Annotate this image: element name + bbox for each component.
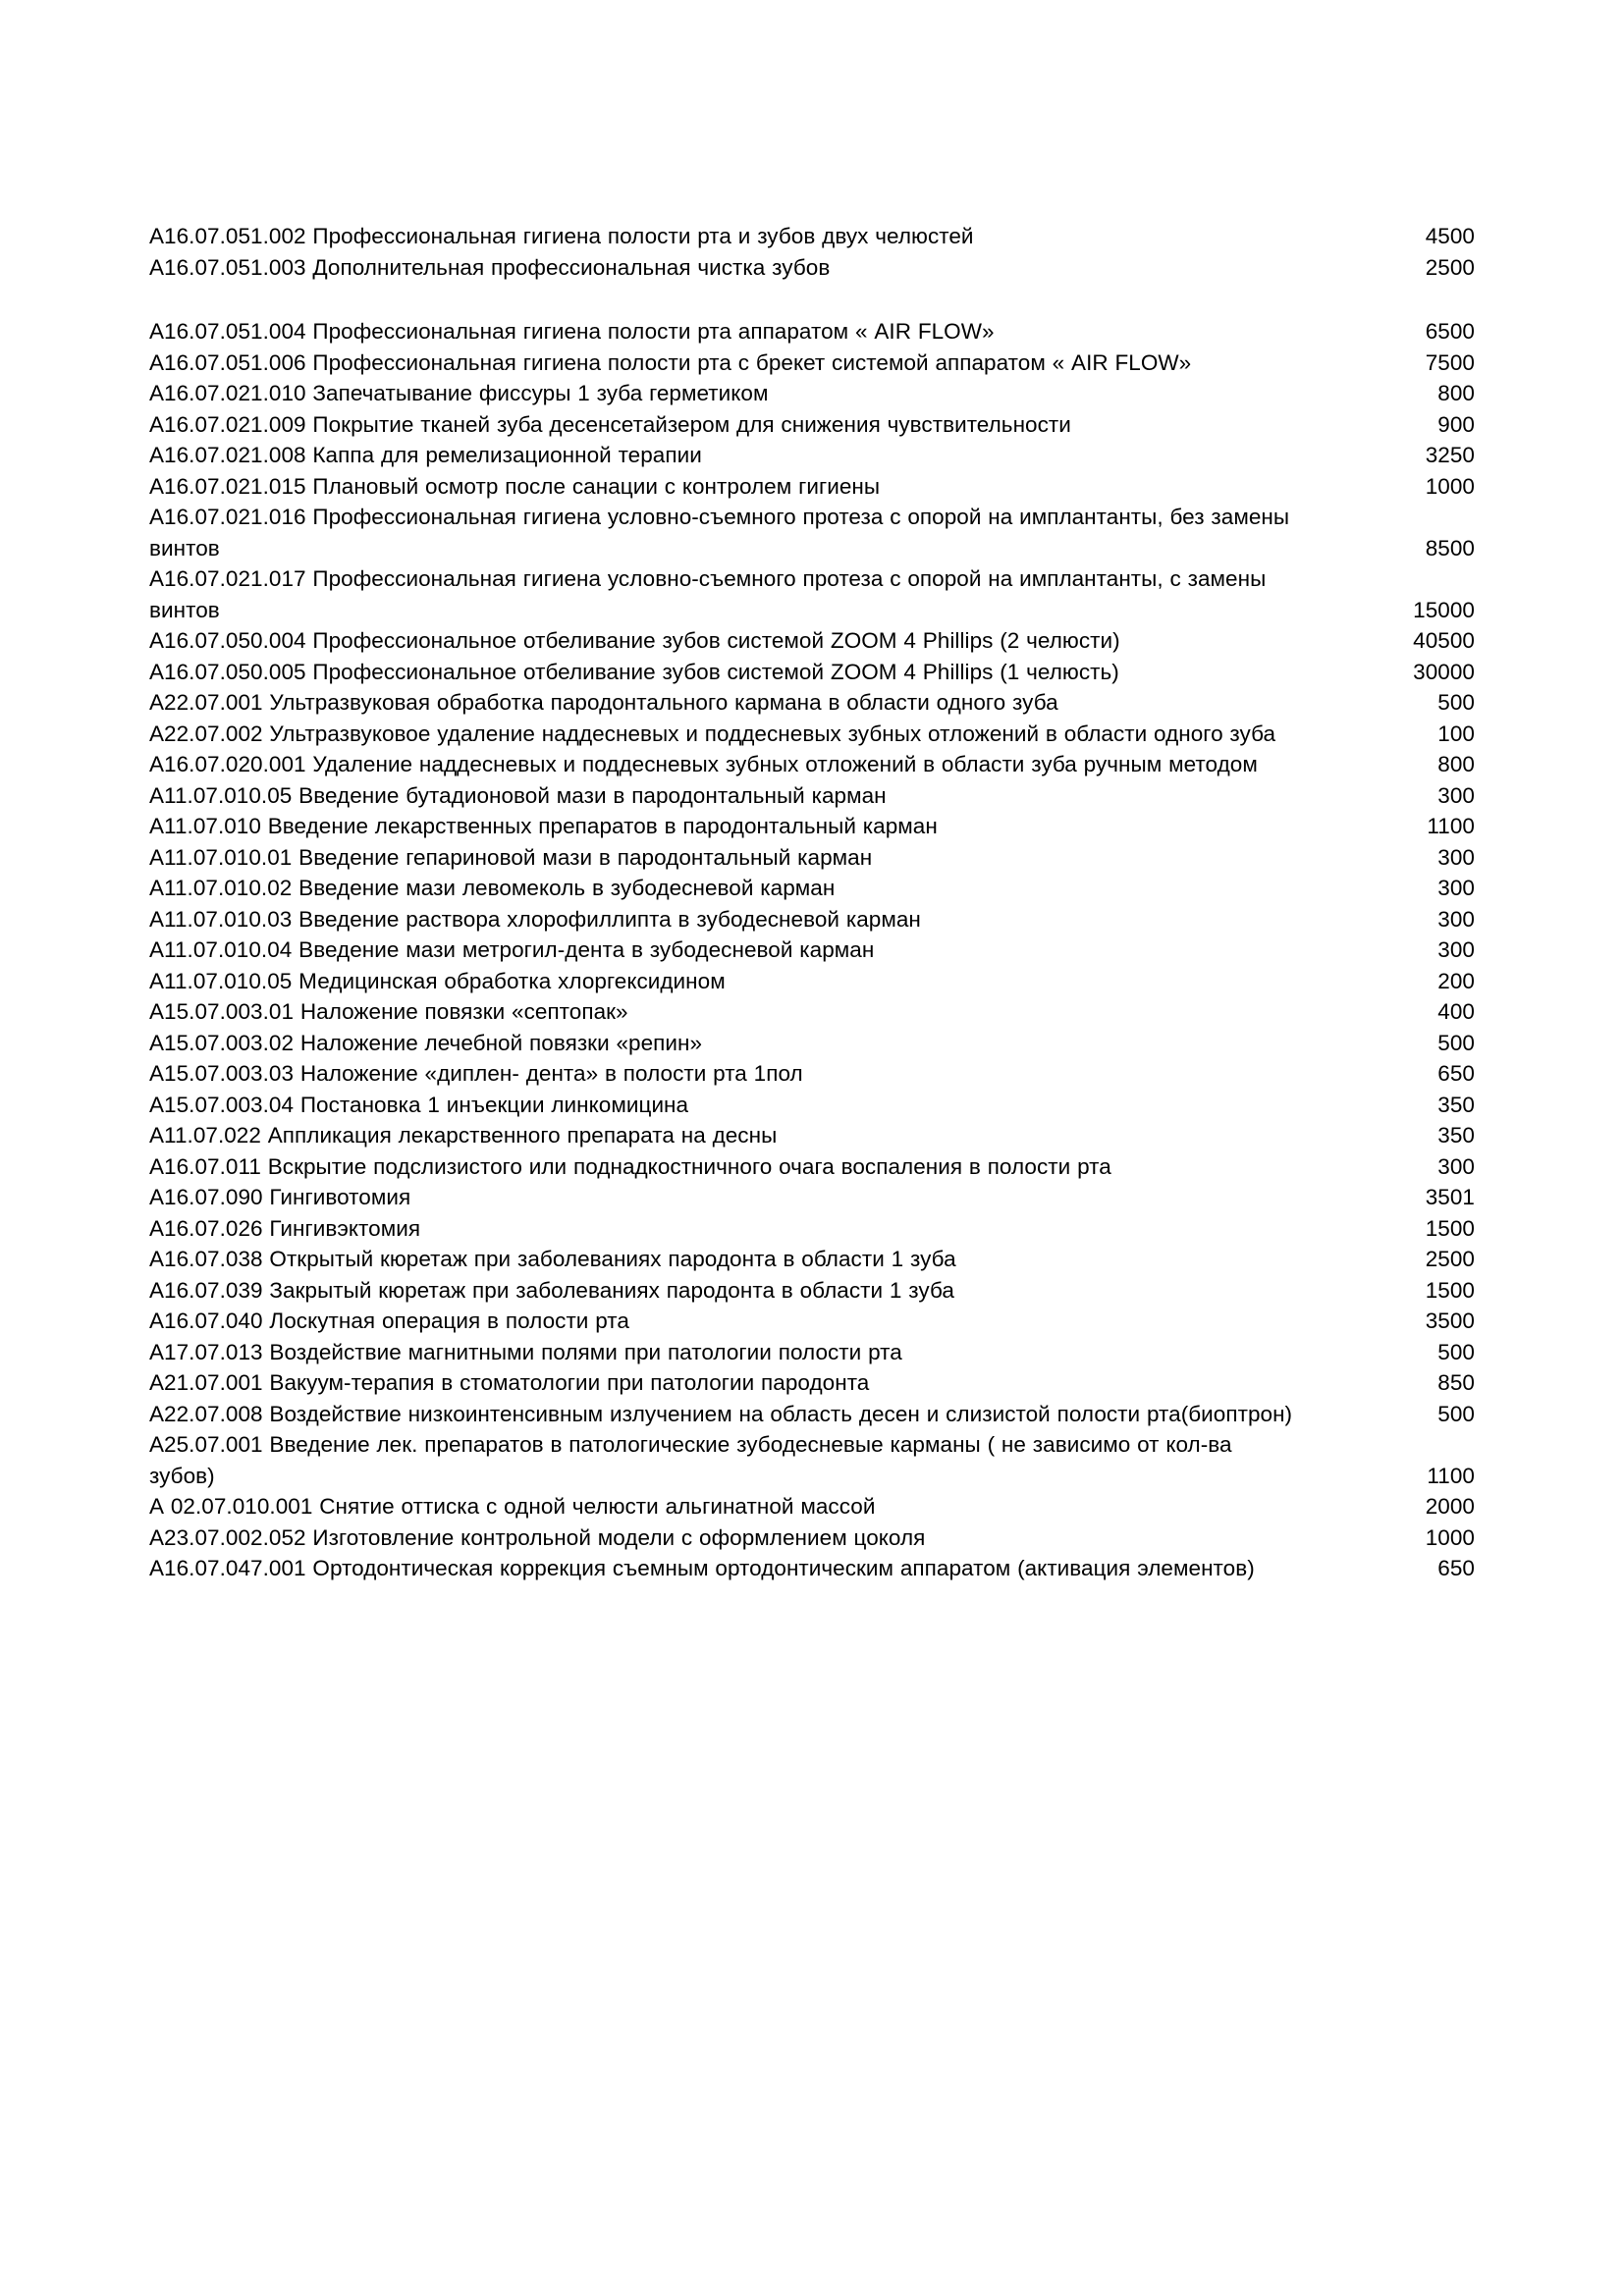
table-row (149, 934, 1475, 966)
service-price: 2500 (1425, 254, 1475, 280)
table-row (149, 471, 1475, 503)
service-price: 400 (1437, 999, 1475, 1024)
service-name: А16.07.038 Открытый кюретаж при заболеваниях пародонта в области 1 зуба (149, 1247, 956, 1271)
service-price: 15000 (1413, 597, 1475, 622)
service-price: 500 (1437, 1339, 1475, 1364)
service-price: 800 (1437, 381, 1475, 405)
service-price: 3250 (1425, 443, 1475, 467)
table-row (149, 440, 1475, 471)
service-name: А16.07.051.004 Профессиональная гигиена полости рта аппаратом « AIR FLOW» (149, 319, 995, 344)
table-row (149, 1213, 1475, 1245)
service-name: А16.07.021.015 Плановый осмотр после санации с контролем гигиены (149, 473, 881, 499)
service-price: 300 (1437, 1153, 1475, 1179)
service-name: А11.07.010.02 Введение мази левомеколь в зубодесневой карман (149, 876, 836, 900)
table-row (149, 1429, 1475, 1491)
service-name: А15.07.003.03 Наложение «диплен- дента» в полости рта 1пол (149, 1061, 803, 1086)
service-name: А22.07.008 Воздействие низкоинтенсивным излучением на область десен и слизистой полости рта(биоптрон) (149, 1401, 1293, 1426)
service-price: 8500 (1425, 535, 1475, 561)
service-price: 6500 (1425, 319, 1475, 344)
service-name: А15.07.003.01 Наложение повязки «септопак» (149, 999, 628, 1024)
service-price: 7500 (1425, 349, 1475, 375)
service-price: 500 (1437, 1030, 1475, 1055)
service-price: 1500 (1425, 1277, 1475, 1303)
table-row (149, 687, 1475, 719)
table-row (149, 719, 1475, 750)
service-price: 2500 (1425, 1247, 1475, 1271)
table-row (149, 1120, 1475, 1151)
spacer-cell (149, 283, 1475, 316)
service-name: А16.07.021.008 Каппа для ремелизационной терапии (149, 443, 702, 467)
service-price: 300 (1437, 844, 1475, 870)
service-name: А11.07.010.04 Введение мази метрогил-дента в зубодесневой карман (149, 937, 875, 962)
table-row (149, 873, 1475, 904)
table-row (149, 966, 1475, 997)
table-row (149, 904, 1475, 935)
service-price: 3500 (1425, 1308, 1475, 1333)
service-name: А16.07.090 Гингивотомия (149, 1185, 411, 1209)
service-price: 850 (1437, 1370, 1475, 1395)
service-price: 300 (1437, 906, 1475, 932)
table-row (149, 1491, 1475, 1522)
table-row (149, 502, 1475, 563)
price-list-body (149, 221, 1475, 1584)
service-name: А16.07.021.009 Покрытие тканей зуба десенсетайзером для снижения чувствительности (149, 411, 1071, 437)
service-name: А17.07.013 Воздействие магнитными полями при патологии полости рта (149, 1339, 902, 1364)
service-price: 500 (1437, 690, 1475, 715)
table-row (149, 1275, 1475, 1307)
table-row (149, 316, 1475, 347)
service-price: 650 (1437, 1556, 1475, 1580)
service-price: 1100 (1427, 1463, 1475, 1488)
table-row (149, 1337, 1475, 1368)
service-name: А22.07.002 Ультразвуковое удаление наддесневых и поддесневых зубных отложений в области одного зуба (149, 721, 1276, 746)
service-price: 300 (1437, 937, 1475, 962)
service-name: А16.07.020.001 Удаление наддесневых и поддесневых зубных отложений в области зуба ручным методом (149, 752, 1258, 776)
table-row (149, 1151, 1475, 1183)
table-row (149, 657, 1475, 688)
table-row-spacer (149, 283, 1475, 316)
service-name: А16.07.050.004 Профессиональное отбеливание зубов системой ZOOM 4 Phillips (2 челюсти) (149, 628, 1120, 653)
service-price: 300 (1437, 876, 1475, 900)
table-row (149, 780, 1475, 812)
service-price: 350 (1437, 1092, 1475, 1117)
service-name: А15.07.003.02 Наложение лечебной повязки «репин» (149, 1030, 703, 1055)
service-name: А23.07.002.052 Изготовление контрольной модели с оформлением цоколя (149, 1524, 926, 1550)
service-name: А25.07.001 Введение лек. препаратов в патологические зубодесневые карманы ( не зависимо от кол-ва зубов) (149, 1432, 1232, 1488)
service-name: А16.07.051.002 Профессиональная гигиена полости рта и зубов двух челюстей (149, 224, 974, 248)
table-row (149, 1553, 1475, 1584)
service-name: А15.07.003.04 Постановка 1 инъекции линкомицина (149, 1092, 689, 1117)
table-row (149, 1058, 1475, 1090)
service-price: 800 (1437, 752, 1475, 776)
service-name: А16.07.021.016 Профессиональная гигиена условно-съемного протеза с опорой на имплантанты, без замены винтов (149, 505, 1290, 561)
service-name: А16.07.026 Гингивэктомия (149, 1215, 421, 1241)
table-row (149, 842, 1475, 874)
service-price: 500 (1437, 1401, 1475, 1426)
service-name: А11.07.010.01 Введение гепариновой мази в пародонтальный карман (149, 844, 873, 870)
table-row (149, 252, 1475, 284)
service-name: А 02.07.010.001 Снятие оттиска с одной челюсти альгинатной массой (149, 1494, 876, 1519)
service-price: 100 (1437, 721, 1475, 746)
service-price: 4500 (1425, 224, 1475, 248)
table-row (149, 378, 1475, 409)
service-name: А22.07.001 Ультразвуковая обработка пародонтального кармана в области одного зуба (149, 690, 1058, 715)
service-name: А16.07.051.003 Дополнительная профессиональная чистка зубов (149, 254, 831, 280)
service-name: А11.07.010.05 Введение бутадионовой мази в пародонтальный карман (149, 782, 887, 808)
table-row (149, 347, 1475, 379)
service-name: А11.07.022 Аппликация лекарственного препарата на десны (149, 1123, 778, 1148)
service-name: А16.07.039 Закрытый кюретаж при заболеваниях пародонта в области 1 зуба (149, 1277, 954, 1303)
service-name: А11.07.010.05 Медицинская обработка хлоргексидином (149, 968, 726, 993)
service-price: 650 (1437, 1061, 1475, 1086)
table-row (149, 1522, 1475, 1554)
table-row (149, 563, 1475, 625)
table-row (149, 1182, 1475, 1213)
table-row (149, 811, 1475, 842)
table-row (149, 1090, 1475, 1121)
table-row (149, 996, 1475, 1028)
table-row (149, 625, 1475, 657)
service-price: 1000 (1425, 1524, 1475, 1550)
service-name: А21.07.001 Вакуум-терапия в стоматологии при патологии пародонта (149, 1370, 870, 1395)
service-price: 900 (1437, 411, 1475, 437)
service-name: А16.07.050.005 Профессиональное отбеливание зубов системой ZOOM 4 Phillips (1 челюсть) (149, 659, 1119, 684)
service-price: 200 (1437, 968, 1475, 993)
service-name: А16.07.040 Лоскутная операция в полости рта (149, 1308, 629, 1333)
service-price: 40500 (1413, 628, 1475, 653)
service-price: 30000 (1413, 659, 1475, 684)
service-price: 350 (1437, 1123, 1475, 1148)
service-name: А11.07.010 Введение лекарственных препаратов в пародонтальный карман (149, 814, 938, 838)
service-name: А11.07.010.03 Введение раствора хлорофиллипта в зубодесневой карман (149, 906, 921, 932)
service-name: А16.07.051.006 Профессиональная гигиена полости рта с брекет системой аппаратом « AIR FLOW» (149, 349, 1192, 375)
service-price: 300 (1437, 782, 1475, 808)
table-row (149, 1306, 1475, 1337)
table-row (149, 1028, 1475, 1059)
table-row (149, 749, 1475, 780)
table-row (149, 221, 1475, 252)
service-name: А16.07.021.010 Запечатывание фиссуры 1 зуба герметиком (149, 381, 769, 405)
price-list-table (149, 221, 1475, 1584)
service-name: А16.07.021.017 Профессиональная гигиена условно-съемного протеза с опорой на имплантанты, с замены винтов (149, 566, 1267, 622)
table-row (149, 1244, 1475, 1275)
table-row (149, 1399, 1475, 1430)
service-price: 1100 (1427, 814, 1475, 838)
service-price: 3501 (1425, 1185, 1475, 1209)
service-price: 1500 (1425, 1215, 1475, 1241)
service-name: А16.07.011 Вскрытие подслизистого или поднадкостничного очага воспаления в полости рта (149, 1153, 1111, 1179)
service-price: 2000 (1425, 1494, 1475, 1519)
service-name: А16.07.047.001 Ортодонтическая коррекция съемным ортодонтическим аппаратом (активация элементов) (149, 1556, 1255, 1580)
table-row (149, 1367, 1475, 1399)
table-row (149, 409, 1475, 441)
service-price: 1000 (1425, 473, 1475, 499)
